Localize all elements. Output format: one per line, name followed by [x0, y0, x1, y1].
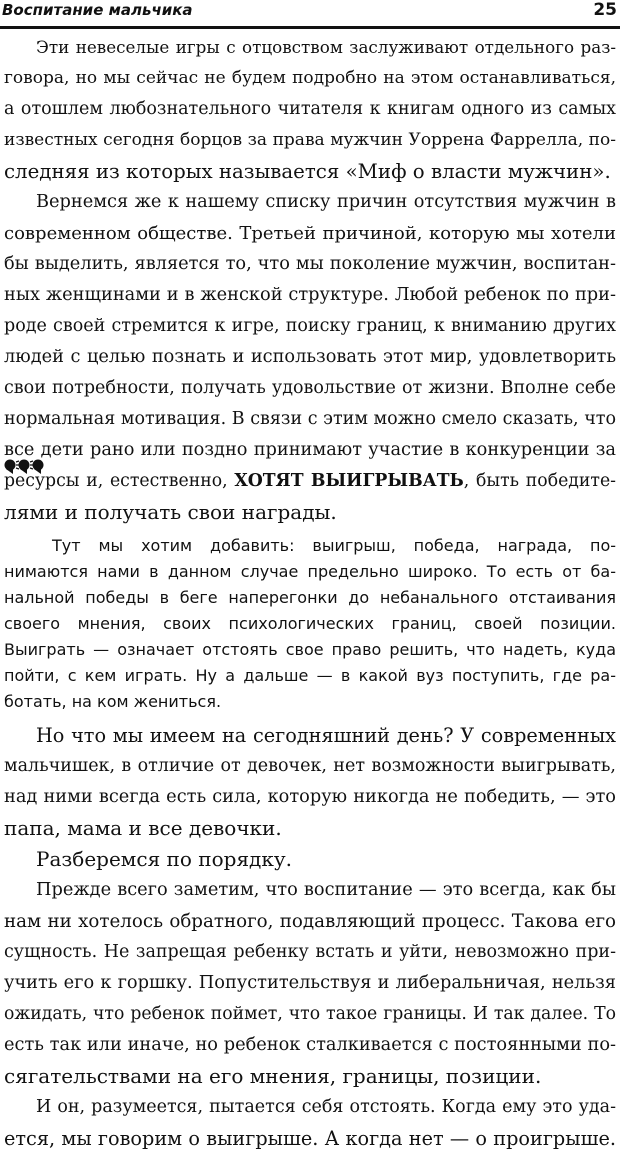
note-line: ботать, на ком жениться. [4, 692, 222, 711]
emphasis: ХОТЯТ ВЫИГРЫВАТЬ [234, 471, 464, 491]
text-line: следняя из которых называется «Миф о власти мужчин». [4, 160, 611, 183]
text-line: известных сегодня борцов за права мужчин Уоррена Фаррелла, по- [4, 130, 616, 150]
text-line: современном обществе. Третьей причиной, которую мы хотели [4, 223, 616, 244]
text-line: И он, разумеется, пытается себя отстоять. Когда ему это уда- [36, 1097, 616, 1117]
page-body [4, 32, 616, 1154]
text-line: а отошлем любознательного читателя к книгам одного из самых [4, 99, 616, 119]
text-line: есть так или иначе, но ребенок сталкивается с постоянными по- [4, 1035, 616, 1055]
text-line: ожидать, что ребенок поймет, что такое границы. И так далее. То [4, 1004, 616, 1024]
text-line: ется, мы говорим о выигрыше. А когда нет — о проигрыше. [4, 1127, 616, 1150]
text-line: свои потребности, получать удовольствие от жизни. Вполне себе [4, 378, 616, 398]
text-line: Вернемся же к нашему списку причин отсутствия мужчин в [36, 192, 616, 212]
text-line: роде своей стремится к игре, поиску границ, к вниманию других [4, 316, 616, 336]
text-line: все дети рано или поздно принимают участие в конкуренции за [4, 440, 616, 460]
note-line: своего мнения, своих психологических границ, своей позиции. [4, 614, 616, 633]
text-line: Но что мы имеем на сегодняшний день? У современных [36, 724, 616, 747]
text-line: сягательствами на его мнения, границы, позиции. [4, 1064, 542, 1088]
note-line: Выиграть — означает отстоять свое право решить, что надеть, куда [4, 640, 616, 659]
text-line: ресурсы и, естественно, ХОТЯТ ВЫИГРЫВАТЬ, быть победите- [4, 471, 616, 491]
text-line: нормальная мотивация. В связи с этим можно смело сказать, что [4, 409, 616, 429]
note-line: Тут мы хотим добавить: выигрыш, победа, награда, по- [52, 536, 616, 555]
note-line: нимаются нами в данном случае предельно широко. То есть от ба- [4, 562, 616, 581]
running-head-title: Воспитание мальчика [2, 1, 193, 19]
text-line: ных женщинами и в женской структуре. Любой ребенок по при- [4, 285, 616, 305]
text-line: Эти невеселые игры с отцовством заслуживают отдельного раз- [36, 37, 616, 57]
text-line: папа, мама и все девочки. [4, 816, 282, 840]
page-number: 25 [593, 0, 617, 20]
text-line: лями и получать свои награды. [4, 500, 337, 524]
text-line: учить его к горшку. Попустительствуя и либеральничая, нельзя [4, 973, 616, 993]
text-line: говора, но мы сейчас не будем подробно на этом останавливаться, [4, 68, 616, 88]
text-line: Прежде всего заметим, что воспитание — это всегда, как бы [36, 880, 616, 900]
text-line: нам ни хотелось обратного, подавляющий процесс. Такова его [4, 911, 616, 932]
note-line: пойти, с кем играть. Ну а дальше — в какой вуз поступить, где ра- [4, 666, 616, 685]
text-line: сущность. Не запрещая ребенку встать и уйти, невозможно при- [4, 942, 616, 962]
text-line: мальчишек, в отличие от девочек, нет возможности выигрывать, [4, 756, 616, 776]
text-line: Разберемся по порядку. [36, 847, 292, 871]
text-line: бы выделить, является то, что мы поколение мужчин, воспитан- [4, 254, 616, 274]
text-line: над ними всегда есть сила, которую никогда не победить, — это [4, 787, 616, 807]
note-line: нальной победы в беге наперегонки до небанального отстаивания [4, 588, 616, 607]
text-line: людей с целью познать и использовать этот мир, удовлетворить [4, 347, 616, 367]
running-head [0, 0, 620, 29]
